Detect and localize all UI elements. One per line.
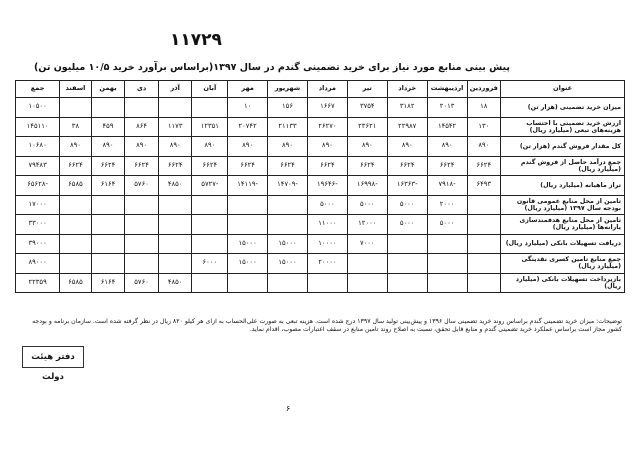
- table-cell: ۵۰۰۰: [387, 195, 427, 215]
- table-cell: ۲۶۲۷۰: [307, 117, 347, 137]
- table-cell: [158, 234, 192, 254]
- table-cell: [192, 98, 228, 118]
- table-cell: ۸۹۰: [60, 137, 91, 157]
- table-cell: [91, 215, 125, 235]
- table-cell: ۳۷۵۴: [347, 98, 387, 118]
- table-cell: ۶۴۹۳: [467, 176, 501, 196]
- table-cell: ۲۲۹۸۷: [387, 117, 427, 137]
- table-cell: ۱۰۶۸۰: [16, 137, 60, 157]
- table-cell: [467, 254, 501, 274]
- table-cell: ۶۵۸۵: [60, 176, 91, 196]
- table-cell: ۵۰۰۰: [307, 195, 347, 215]
- table-cell: [427, 254, 467, 274]
- table-cell: ۷۰۰۰: [347, 234, 387, 254]
- table-cell: ۱۵۰۰۰: [268, 254, 308, 274]
- table-cell: [91, 195, 125, 215]
- table-cell: [268, 195, 308, 215]
- table-cell: [192, 215, 228, 235]
- table-cell: -۱۶۳۶۳: [387, 176, 427, 196]
- table-cell: [467, 273, 501, 293]
- table-cell: -۱۹۶۴۶: [307, 176, 347, 196]
- table-cell: ۶۵۸۵: [60, 273, 91, 293]
- table-cell: [91, 234, 125, 254]
- table-cell: [387, 273, 427, 293]
- table-row: [16, 156, 625, 176]
- table-cell: ۱۴۵۴۲: [427, 117, 467, 137]
- table-cell: [192, 273, 228, 293]
- table-row: [16, 215, 625, 235]
- table-cell: -۵۷۲۷: [192, 176, 228, 196]
- table-cell: ۲۰۰۰: [427, 195, 467, 215]
- row-label: تراز ماهیانه (میلیارد ریال): [501, 176, 625, 196]
- table-cell: ۲۰۰۰۰: [307, 254, 347, 274]
- table-cell: [125, 234, 159, 254]
- table-cell: ۶۶۲۴: [192, 156, 228, 176]
- table-cell: [347, 273, 387, 293]
- row-label: میزان خرید تضمینی (هزار تن): [501, 98, 625, 118]
- table-cell: [427, 273, 467, 293]
- table-cell: ۲۰۷۴۲: [228, 117, 268, 137]
- table-cell: [228, 273, 268, 293]
- table-cell: ۸۹۰: [347, 137, 387, 157]
- table-cell: [268, 273, 308, 293]
- table-cell: ۶۶۲۴: [91, 156, 125, 176]
- column-header: مهر: [228, 81, 268, 98]
- table-cell: [347, 254, 387, 274]
- table-cell: [60, 254, 91, 274]
- table-cell: ۸۹۰: [307, 137, 347, 157]
- table-cell: ۸۹۰: [192, 137, 228, 157]
- table-cell: ۱۵۰۰۰: [228, 234, 268, 254]
- row-label: بازپرداخت تسهیلات بانکی (میلیارد ریال): [501, 273, 625, 293]
- table-cell: [467, 215, 501, 235]
- page-number: ۱۱۷۲۹: [170, 30, 222, 50]
- table-cell: ۲۰۱۳: [427, 98, 467, 118]
- table-cell: ۸۶۴: [125, 117, 159, 137]
- table-cell: [228, 195, 268, 215]
- table-cell: [158, 98, 192, 118]
- table-cell: ۱۵۶: [268, 98, 308, 118]
- table-cell: [228, 215, 268, 235]
- table-cell: [427, 234, 467, 254]
- row-label: کل مقدار فروش گندم (هزار تن): [501, 137, 625, 157]
- table-cell: ۶۶۲۴: [158, 156, 192, 176]
- table-cell: -۷۹۱۸: [427, 176, 467, 196]
- table-cell: ۶۰۰۰: [192, 254, 228, 274]
- table-cell: [60, 195, 91, 215]
- table-row: [16, 273, 625, 293]
- table-cell: ۸۹۰: [387, 137, 427, 157]
- table-cell: ۵۷۶۰: [125, 273, 159, 293]
- row-label: دریافت تسهیلات بانکی (میلیارد ریال): [501, 234, 625, 254]
- table-cell: [125, 98, 159, 118]
- table-cell: ۸۹۰: [228, 137, 268, 157]
- table-cell: ۸۹۰: [268, 137, 308, 157]
- column-header: شهریور: [268, 81, 308, 98]
- table-cell: ۵۰۰۰: [387, 215, 427, 235]
- row-label: ارزش خرید تضمینی با احتساب هزینه‌های تبعی (میلیارد ریال): [501, 117, 625, 137]
- table-row: [16, 254, 625, 274]
- table-cell: ۱۲۰۰۰: [347, 215, 387, 235]
- table-cell: ۱۲۳۵۱: [192, 117, 228, 137]
- column-header: فروردین: [467, 81, 501, 98]
- column-header: خرداد: [387, 81, 427, 98]
- table-cell: ۶۱۶۴: [91, 176, 125, 196]
- table-cell: ۱۷۰۰۰: [16, 195, 60, 215]
- table-cell: [125, 254, 159, 274]
- column-header-title: عنوان: [501, 81, 625, 98]
- table-cell: [91, 98, 125, 118]
- footer-page-number: ۶: [286, 404, 291, 413]
- table-cell: [268, 215, 308, 235]
- table-row: [16, 176, 625, 196]
- signature-stamp: دفتر هیئت دولت: [22, 346, 84, 368]
- table-cell: ۵۰۰۰: [427, 215, 467, 235]
- table-cell: ۱۰۵۰۰: [16, 98, 60, 118]
- row-label: تامین از محل منابع هدفمندسازی یارانه‌ها (میلیارد ریال): [501, 215, 625, 235]
- table-cell: ۳۳۰۰۰: [16, 215, 60, 235]
- row-label: جمع منابع تامین کسری نقدینگی (میلیارد ریال): [501, 254, 625, 274]
- table-cell: ۶۶۲۴: [268, 156, 308, 176]
- column-header: مرداد: [307, 81, 347, 98]
- table-cell: [91, 254, 125, 274]
- column-header: اردیبهشت: [427, 81, 467, 98]
- table-cell: ۸۹۰: [91, 137, 125, 157]
- table-cell: ۶۶۲۴: [307, 156, 347, 176]
- row-label: جمع درآمد حاصل از فروش گندم (میلیارد ریال): [501, 156, 625, 176]
- table-cell: ۳۸: [60, 117, 91, 137]
- table-cell: ۶۶۲۴: [60, 156, 91, 176]
- table-cell: ۳۱۸۲: [387, 98, 427, 118]
- row-label: تامین از محل منابع عمومی قانون بودجه سال ۱۳۹۷ (میلیارد ریال): [501, 195, 625, 215]
- column-header: اسفند: [60, 81, 91, 98]
- column-header: آبان: [192, 81, 228, 98]
- table-cell: [158, 215, 192, 235]
- table-cell: ۶۱۶۴: [91, 273, 125, 293]
- table-cell: [387, 234, 427, 254]
- column-header: آذر: [158, 81, 192, 98]
- table-cell: ۲۲۳۵۹: [16, 273, 60, 293]
- table-cell: -۱۴۱۱۹: [228, 176, 268, 196]
- table-cell: [158, 254, 192, 274]
- table-cell: [307, 273, 347, 293]
- table-cell: -۱۴۷۰۹: [268, 176, 308, 196]
- table-cell: [158, 195, 192, 215]
- table-cell: ۸۹۰: [427, 137, 467, 157]
- table-cell: ۱۵۰۰۰: [268, 234, 308, 254]
- table-cell: -۶۵۶۲۸: [16, 176, 60, 196]
- table-row: [16, 137, 625, 157]
- table-cell: ۶۶۲۴: [228, 156, 268, 176]
- table-cell: ۴۸۵۰: [158, 176, 192, 196]
- table-cell: -۱۶۹۹۸: [347, 176, 387, 196]
- table-cell: ۱۱۷۳: [158, 117, 192, 137]
- table-cell: ۸۹۰: [125, 137, 159, 157]
- table-cell: [192, 234, 228, 254]
- column-header: تیر: [347, 81, 387, 98]
- table-cell: ۶۶۲۴: [125, 156, 159, 176]
- notes-paragraph: توضیحات: میزان خرید تضمینی گندم براساس روند خرید تضمینی سال ۱۳۹۶ و پیش‌بینی تولید سال ۱۳۹۷ درج شده است. هزینه تبعی به صورت علی‌الحساب به ازای هر کیلو ۸۲۰ ریال در نظر گرفته شده است. سازمان برنامه و بودجه کشور مجاز است براساس عملکرد خرید تضمینی گندم و منابع قابل تحقق، نسبت به اصلاح روند تامین منابع در سقف اعتبارات مصوب، اقدام نماید.: [32, 318, 622, 334]
- table-row: [16, 117, 625, 137]
- table-cell: [467, 234, 501, 254]
- table-cell: [387, 254, 427, 274]
- table-cell: ۶۶۲۴: [427, 156, 467, 176]
- table-cell: ۲۳۶۲۱: [347, 117, 387, 137]
- table-cell: [125, 215, 159, 235]
- table-row: [16, 195, 625, 215]
- document-title: پیش بینی منابع مورد نیاز برای خرید تضمینی گندم در سال ۱۳۹۷(براساس برآورد خرید ۱۰/۵ میلیون تن): [33, 62, 510, 73]
- table-cell: ۱۳۰: [467, 117, 501, 137]
- table-cell: ۸۹۰: [158, 137, 192, 157]
- table-cell: ۱۶۶۷: [307, 98, 347, 118]
- table-cell: ۱۰۰۰۰: [307, 234, 347, 254]
- table-cell: ۳۹۰۰۰: [16, 234, 60, 254]
- table-row: [16, 234, 625, 254]
- table-cell: ۱۰: [228, 98, 268, 118]
- table-cell: [60, 234, 91, 254]
- table-cell: [60, 98, 91, 118]
- table-cell: [125, 195, 159, 215]
- table-cell: ۵۷۶۰: [125, 176, 159, 196]
- table-body: [16, 98, 625, 293]
- procurement-table: [15, 80, 625, 293]
- table-cell: ۷۹۴۸۳: [16, 156, 60, 176]
- table-cell: [467, 195, 501, 215]
- table-cell: ۲۱۱۳۳: [268, 117, 308, 137]
- table-cell: ۱۸: [467, 98, 501, 118]
- table-cell: ۸۹۰۰۰: [16, 254, 60, 274]
- table-cell: ۸۹۰: [467, 137, 501, 157]
- table-cell: ۴۵۹: [91, 117, 125, 137]
- table-cell: ۶۶۲۴: [467, 156, 501, 176]
- table-cell: ۵۰۰۰: [347, 195, 387, 215]
- table-cell: ۱۵۰۰۰: [228, 254, 268, 274]
- table-cell: ۶۶۲۴: [347, 156, 387, 176]
- column-header: جمع: [16, 81, 60, 98]
- table-cell: ۴۸۵۰: [158, 273, 192, 293]
- table-cell: [192, 195, 228, 215]
- table-row: [16, 98, 625, 118]
- table-cell: ۱۱۰۰۰: [307, 215, 347, 235]
- table-header-row: [16, 81, 625, 98]
- table-cell: ۶۶۲۴: [387, 156, 427, 176]
- column-header: دی: [125, 81, 159, 98]
- table-cell: ۱۴۵۱۱۰: [16, 117, 60, 137]
- table-cell: [60, 215, 91, 235]
- column-header: بهمن: [91, 81, 125, 98]
